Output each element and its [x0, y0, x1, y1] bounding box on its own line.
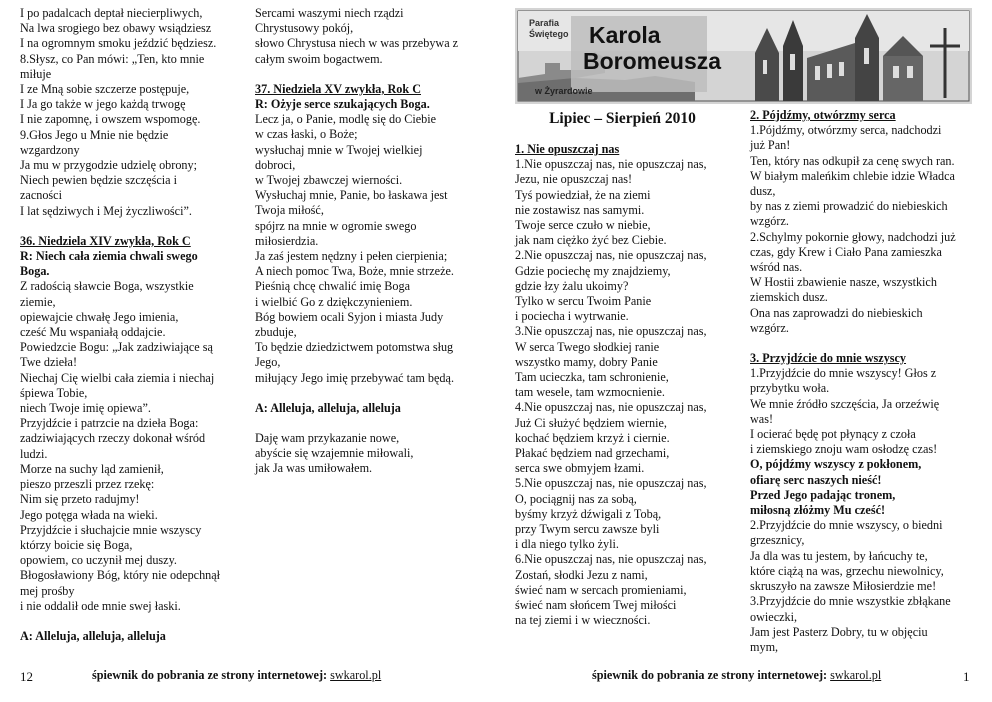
text-line: 2.Nie opuszczaj nas, nie opuszczaj nas, — [515, 248, 707, 263]
text-line: mej prośby — [20, 583, 75, 598]
text-line: które ciążą na was, grzechu niewolnicy, — [750, 563, 944, 578]
banner-name-2: Boromeusza — [583, 48, 722, 74]
text-line: i dla niego tylko żyli. — [515, 537, 619, 552]
spacer — [255, 416, 483, 431]
text-line: wzgórz. — [750, 214, 789, 229]
footer-right-link[interactable]: swkarol.pl — [830, 668, 882, 682]
text-line: Sercami waszymi niech rządzi — [255, 6, 404, 20]
spacer — [20, 614, 245, 629]
text-line: Niechaj Cię wielbi cała ziemia i niechaj — [20, 370, 215, 385]
refrain-line: O, pójdźmy wszyscy z pokłonem, — [750, 457, 922, 472]
text-line: Jego potęga włada na wieki. — [20, 507, 158, 522]
text-line: ziemskich dusz. — [750, 290, 828, 305]
text-line: 2.Schylmy pokornie głowy, nadchodzi już — [750, 229, 956, 244]
text-line: I ocierać będę pot płynący z czoła — [750, 427, 916, 442]
text-line: niech Twoje imię opiewa”. — [20, 401, 151, 416]
banner-parish-label: Parafia — [529, 18, 560, 28]
text-line: miłuje — [20, 66, 52, 81]
text-line: na tej ziemi i w wieczności. — [515, 613, 651, 628]
text-line: zacności — [20, 188, 62, 203]
spacer — [255, 67, 483, 82]
banner-place: w Żyrardowie — [535, 86, 593, 96]
text-line: 1.Nie opuszczaj nas, nie opuszczaj nas, — [515, 157, 707, 172]
footer-right — [592, 668, 881, 683]
banner-name-1: Karola — [589, 22, 661, 48]
text-line: Przyjdźcie i patrzcie na dzieła Boga: — [20, 416, 199, 431]
text-line: którzy boicie się Boga, — [20, 537, 133, 552]
text-line: świeć nam słońcem Twej miłości — [515, 598, 677, 613]
spacer — [255, 386, 483, 401]
section-heading: 3. Przyjdźcie do mnie wszyscy — [750, 351, 907, 366]
text-line: Daję wam przykazanie nowe, — [255, 431, 400, 446]
left-column-2 — [255, 6, 483, 477]
text-line: Nim się przeto radujmy! — [20, 492, 140, 507]
text-line: zbuduje, — [255, 325, 297, 340]
text-line: 3.Nie opuszczaj nas, nie opuszczaj nas, — [515, 324, 707, 339]
text-line: słowo Chrystusa niech w was przebywa z — [255, 36, 459, 51]
text-line: To będzie dziedzictwem potomstwa sług — [255, 340, 454, 355]
text-line: pieszo przeszli przez rzekę: — [20, 477, 155, 492]
section-heading: 37. Niedziela XV zwykła, Rok C — [255, 81, 421, 96]
refrain-line: A: Alleluja, alleluja, alleluja — [20, 628, 166, 643]
page-number-right: 1 — [963, 669, 970, 684]
text-line: Bóg bowiem ocali Syjon i miasta Judy — [255, 309, 444, 324]
page-number-left: 12 — [20, 669, 33, 684]
text-line: miłujący Jego imię przebywać tam będą. — [255, 370, 454, 385]
text-line: 1.Pójdźmy, otwórzmy serca, nadchodzi — [750, 123, 942, 138]
footer-right-text: śpiewnik do pobrania ze strony internetowej: — [592, 668, 828, 682]
text-line: skruszyło na zawsze Miłosierdzie me! — [750, 579, 937, 594]
text-line: W białym maleńkim chlebie idzie Władca — [750, 168, 955, 183]
text-line: zadziwiających rzeczy dokonał wśród — [20, 431, 206, 446]
text-line: Lecz ja, o Panie, modlę się do Ciebie — [255, 112, 437, 127]
footer-left — [92, 668, 381, 683]
spacer — [750, 336, 975, 351]
text-line: dobroci, — [255, 157, 296, 172]
text-line: jak Ja was umiłowałem. — [255, 461, 373, 476]
text-line: i ziemskiego znoju wam osłodzę czas! — [750, 442, 938, 457]
text-line: spójrz na mnie w ogromie swego — [255, 218, 417, 233]
text-line: 2.Przyjdźcie do mnie wszyscy, o biedni — [750, 518, 943, 533]
text-line: was! — [750, 411, 774, 426]
text-line: Gdzie pociechę my znajdziemy, — [515, 263, 671, 278]
text-line: śpiewa Tobie, — [20, 385, 88, 400]
footer-left-text: śpiewnik do pobrania ze strony internetowej: — [92, 668, 328, 682]
text-line: Ona nas zaprowadzi do niebieskich — [750, 305, 923, 320]
text-line: O, pociągnij nas za sobą, — [515, 491, 637, 506]
text-line: w Twojej zbawczej wierności. — [255, 173, 403, 188]
refrain-line: miłosną złóżmy Mu cześć! — [750, 503, 886, 518]
text-line: dusz, — [750, 184, 776, 199]
text-line: Jam jest Pasterz Dobry, tu w objęciu — [750, 624, 928, 639]
text-line: mym, — [750, 639, 779, 654]
text-line: wszystko mamy, dobry Panie — [515, 354, 658, 369]
refrain-line: R: Niech cała ziemia chwali swego — [20, 249, 198, 264]
text-line: jak nam ciężko żyć bez Ciebie. — [515, 233, 667, 248]
text-line: świeć nam w sercach promieniami, — [515, 582, 687, 597]
text-line: by nas z ziemi prowadzić do niebieskich — [750, 199, 948, 214]
refrain-line: Przed Jego padając tronem, — [750, 487, 896, 502]
text-line: Twoje serce czuło w niebie, — [515, 218, 651, 233]
text-line: W serca Twego słodkiej ranie — [515, 339, 660, 354]
text-line: i pociecha i wytrwanie. — [515, 309, 629, 324]
text-line: i nie oddalił ode mnie swej łaski. — [20, 598, 181, 613]
text-line: gdzie łzy żalu ukoimy? — [515, 278, 629, 293]
text-line: We mnie źródło szczęścia, Ja orzeźwię — [750, 396, 940, 411]
right-column-2 — [750, 108, 975, 655]
refrain-line: ofiarę serc naszych nieść! — [750, 472, 882, 487]
banner-saint-label: Świętego — [529, 29, 569, 39]
issue-title: Lipiec – Sierpień 2010 — [549, 110, 696, 127]
section-heading: 2. Pójdźmy, otwórzmy serca — [750, 108, 896, 122]
section-heading: 1. Nie opuszczaj nas — [515, 142, 620, 156]
text-line: Jezu, nie opuszczaj nas! — [515, 172, 633, 187]
parish-banner — [515, 8, 972, 104]
text-line: już Pan! — [750, 138, 791, 153]
text-line: Twoja miłość, — [255, 203, 324, 218]
refrain-line: Boga. — [20, 264, 50, 279]
text-line: I Ja go także w jego każdą trwogę — [20, 97, 186, 112]
section-heading: 36. Niedziela XIV zwykła, Rok C — [20, 233, 191, 248]
text-line: opowiem, co uczynił mej duszy. — [20, 553, 177, 568]
text-line: Ja dla was tu jestem, by łańcuchy te, — [750, 548, 928, 563]
text-line: Płakać będziem nad grzechami, — [515, 446, 670, 461]
text-line: Na lwa srogiego bez obawy wsiądziesz — [20, 21, 212, 36]
text-line: I nie zapomnę, i owszem wspomogę. — [20, 112, 201, 127]
text-line: nie zostawisz nas samymi. — [515, 202, 645, 217]
text-line: 1.Przyjdźcie do mnie wszyscy! Głos z — [750, 366, 937, 381]
text-line: i wielbić Go z dziękczynieniem. — [255, 294, 413, 309]
text-line: opiewajcie chwałę Jego imienia, — [20, 309, 179, 324]
text-line: Tylko w sercu Twoim Panie — [515, 294, 652, 309]
text-line: Ja zaś jestem nędzny i pełen cierpienia; — [255, 249, 448, 264]
text-line: serca swe obmyjem łzami. — [515, 461, 645, 476]
text-line: Zostań, słodki Jezu z nami, — [515, 567, 648, 582]
text-line: całym swoim bogactwem. — [255, 51, 383, 66]
text-line: Niech pewien będzie szczęścia i — [20, 173, 177, 188]
text-line: kochać będziem krzyż i ciernie. — [515, 430, 670, 445]
text-line: owieczki, — [750, 609, 798, 624]
text-line: I lat sędziwych i Mej życzliwości”. — [20, 203, 192, 218]
text-line: wśród nas. — [750, 260, 803, 275]
text-line: Błogosławiony Bóg, który nie odepchnął — [20, 568, 221, 583]
text-line: A niech pomoc Twa, Boże, mnie strzeże. — [255, 264, 454, 279]
footer-left-link[interactable]: swkarol.pl — [330, 668, 382, 682]
text-line: Pieśnią chcę chwalić imię Boga — [255, 279, 410, 294]
text-line: 9.Głos Jego u Mnie nie będzie — [20, 127, 169, 142]
text-line: w czas łaski, o Boże; — [255, 127, 358, 142]
text-line: Już Ci służyć będziem wiernie, — [515, 415, 667, 430]
text-line: cześć Mu wspaniałą oddajcie. — [20, 325, 166, 340]
text-line: byśmy krzyż dźwigali z Tobą, — [515, 506, 662, 521]
text-line: wzgórz. — [750, 320, 789, 335]
text-line: grzesznicy, — [750, 533, 805, 548]
text-line: 6.Nie opuszczaj nas, nie opuszczaj nas, — [515, 552, 707, 567]
text-line: przy Twym sercu zawsze byli — [515, 522, 660, 537]
text-line: czas, gdy Krew i Ciało Pana zamieszka — [750, 244, 942, 259]
text-line: Ten, który nas odkupił za cenę swych ran. — [750, 153, 955, 168]
text-line: Tyś powiedział, że na ziemi — [515, 187, 651, 202]
text-line: I na ogromnym smoku jeździć będziesz. — [20, 36, 217, 51]
text-line: abyście się wzajemnie miłowali, — [255, 446, 414, 461]
text-line: W Hostii zbawienie nasze, wszystkich — [750, 275, 937, 290]
text-line: Przyjdźcie i słuchajcie mnie wszyscy — [20, 522, 202, 537]
refrain-line: R: Ożyje serce szukających Boga. — [255, 97, 430, 112]
text-line: ludzi. — [20, 446, 48, 461]
text-line: Jego, — [255, 355, 281, 370]
text-line: 3.Przyjdźcie do mnie wszystkie zbłąkane — [750, 594, 951, 609]
text-line: tam wesele, tam wzmocnienie. — [515, 385, 665, 400]
text-line: Chrystusowy pokój, — [255, 21, 354, 36]
text-line: 4.Nie opuszczaj nas, nie opuszczaj nas, — [515, 400, 707, 415]
text-line: Z radością sławcie Boga, wszystkie — [20, 279, 194, 294]
text-line: I po padalcach deptał niecierpliwych, — [20, 6, 203, 20]
text-line: ziemie, — [20, 294, 56, 309]
text-line: Wysłuchaj mnie, Panie, bo łaskawa jest — [255, 188, 448, 203]
text-line: 8.Słysz, co Pan mówi: „Ten, kto mnie — [20, 51, 205, 66]
text-line: Tam ucieczka, tam schronienie, — [515, 370, 669, 385]
text-line: wzgardzony — [20, 142, 80, 157]
spacer — [20, 219, 245, 234]
text-line: Powiedzcie Bogu: „Jak zadziwiające są — [20, 340, 213, 355]
text-line: I ze Mną sobie szczerze postępuje, — [20, 82, 190, 97]
text-line: miłosierdzia. — [255, 233, 319, 248]
left-column-1 — [20, 6, 245, 644]
text-line: Morze na suchy ląd zamienił, — [20, 461, 164, 476]
refrain-line: A: Alleluja, alleluja, alleluja — [255, 400, 401, 415]
text-line: Twe dzieła! — [20, 355, 78, 370]
text-line: przybytku woła. — [750, 381, 830, 396]
text-line: 5.Nie opuszczaj nas, nie opuszczaj nas, — [515, 476, 707, 491]
right-column-1 — [515, 142, 730, 629]
text-line: Ja mu w przygodzie udzielę obrony; — [20, 158, 198, 173]
text-line: wysłuchaj mnie w Twojej wielkiej — [255, 142, 423, 157]
